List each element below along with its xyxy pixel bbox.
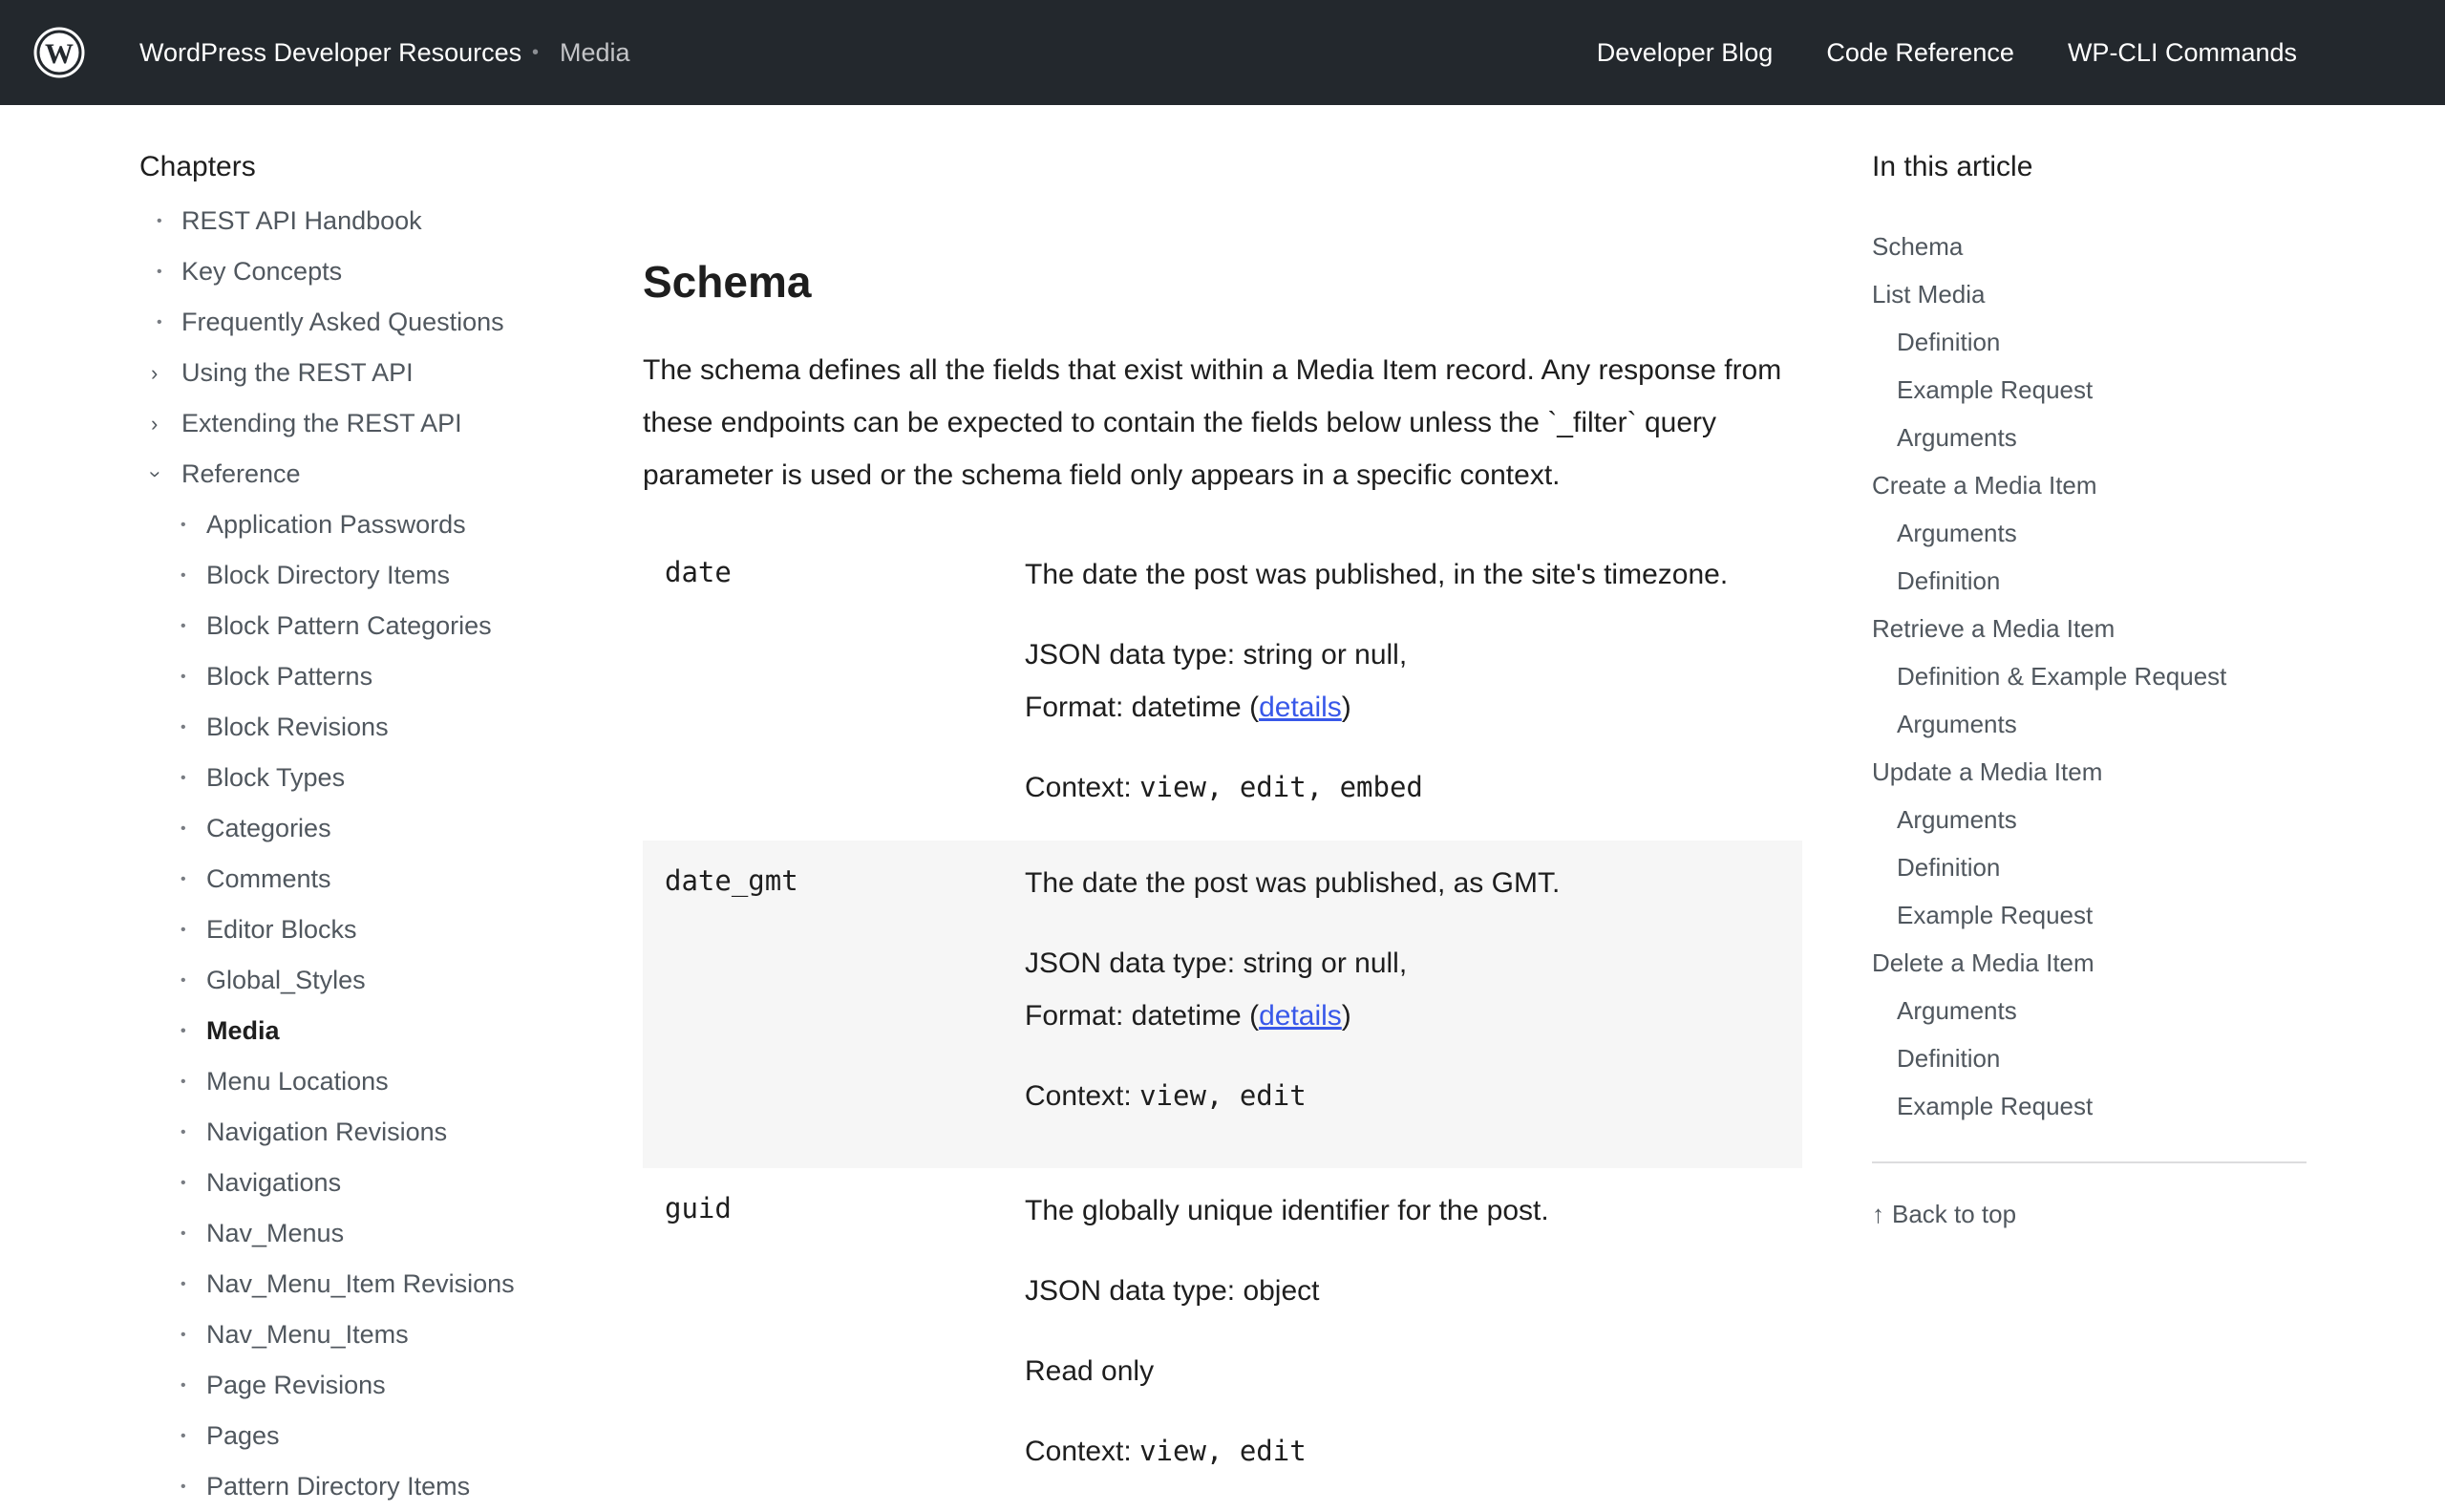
field-format xyxy=(1025,990,1789,1042)
chevron-right-icon[interactable]: › xyxy=(151,361,159,385)
sidebar-item-label[interactable]: Key Concepts xyxy=(181,257,343,286)
field-context xyxy=(1025,761,1789,814)
sidebar-item-label[interactable]: Navigations xyxy=(206,1168,342,1197)
toc-link[interactable]: Arguments xyxy=(1897,996,2017,1025)
toc-link[interactable]: Arguments xyxy=(1897,805,2017,834)
format-suffix: ) xyxy=(1341,692,1351,723)
bullet-icon: • xyxy=(181,517,186,533)
toc-link[interactable]: Example Request xyxy=(1897,901,2094,929)
chapters-heading: Chapters xyxy=(139,151,256,182)
toc-item xyxy=(1872,366,2307,414)
toc-item xyxy=(1872,891,2307,939)
sidebar-item[interactable] xyxy=(139,297,588,348)
toc-heading: In this article xyxy=(1872,151,2033,182)
sidebar-item[interactable] xyxy=(139,348,588,398)
chevron-down-icon[interactable]: › xyxy=(144,470,169,479)
sidebar-item[interactable] xyxy=(139,246,588,297)
toc-link[interactable]: Definition xyxy=(1897,853,2001,882)
sidebar-item-label[interactable]: Application Passwords xyxy=(206,510,466,539)
nav-developer-blog[interactable]: Developer Blog xyxy=(1596,37,1774,67)
context-label: Context: xyxy=(1025,1080,1132,1112)
sidebar-item-label[interactable]: Editor Blocks xyxy=(206,915,357,944)
field-type: JSON data type: object xyxy=(1025,1275,1320,1307)
sidebar-item[interactable] xyxy=(139,651,588,702)
sidebar-item[interactable] xyxy=(139,550,588,601)
schema-heading: Schema xyxy=(643,257,812,307)
toc-link[interactable]: Definition & Example Request xyxy=(1897,662,2227,691)
toc-item xyxy=(1872,270,2307,318)
field-readonly: Read only xyxy=(1025,1355,1155,1387)
sidebar-item[interactable] xyxy=(139,1208,588,1259)
svg-text:W: W xyxy=(45,38,74,70)
context-values: view, edit xyxy=(1139,1435,1307,1467)
nav-code-reference[interactable]: Code Reference xyxy=(1826,37,2014,67)
toc-link[interactable]: Definition xyxy=(1897,566,2001,595)
sidebar-item-label[interactable]: Block Patterns xyxy=(206,662,373,691)
sidebar-item[interactable] xyxy=(139,1461,588,1512)
sidebar-item[interactable] xyxy=(139,1259,588,1310)
bullet-icon: • xyxy=(181,770,186,786)
sidebar-item[interactable] xyxy=(139,702,588,753)
sidebar-item[interactable] xyxy=(139,854,588,905)
sidebar-item-label[interactable]: Block Pattern Categories xyxy=(206,611,492,640)
sidebar-item[interactable] xyxy=(139,601,588,651)
bullet-icon: • xyxy=(157,314,162,330)
nav-wp-cli-commands[interactable]: WP-CLI Commands xyxy=(2067,37,2297,67)
toc-item xyxy=(1872,843,2307,891)
chevron-right-icon[interactable]: › xyxy=(151,412,159,436)
field-context xyxy=(1025,1425,1789,1478)
toc-link[interactable]: Definition xyxy=(1897,328,2001,356)
bullet-icon: • xyxy=(181,1175,186,1191)
toc-item xyxy=(1872,1082,2307,1130)
toc-link[interactable]: Update a Media Item xyxy=(1872,757,2103,786)
breadcrumb-current: Media xyxy=(560,37,630,67)
field-summary: The globally unique identifier for the post. xyxy=(1025,1195,1549,1226)
toc-item xyxy=(1872,509,2307,557)
sidebar-item-label[interactable]: Block Types xyxy=(206,763,346,792)
top-navigation xyxy=(1597,0,2297,105)
toc-link[interactable]: Definition xyxy=(1897,1044,2001,1073)
toc-link[interactable]: Create a Media Item xyxy=(1872,471,2097,500)
sidebar-item[interactable] xyxy=(139,905,588,955)
sidebar-item[interactable] xyxy=(139,449,588,500)
toc-item xyxy=(1872,652,2307,700)
toc-link[interactable]: Arguments xyxy=(1897,710,2017,738)
sidebar-item-label[interactable]: Page Revisions xyxy=(206,1371,386,1399)
bullet-icon: • xyxy=(181,1124,186,1140)
context-label: Context: xyxy=(1025,1436,1132,1467)
schema-intro: The schema defines all the fields that exist within a Media Item record. Any response from these endpoints can be expected to contain the fields below unless the `_filter` query parameter is used or the schema field only appears in a specific context. xyxy=(643,354,1782,491)
bullet-icon: • xyxy=(181,618,186,634)
details-link[interactable]: details xyxy=(1259,692,1342,723)
bullet-icon: • xyxy=(181,1225,186,1242)
toc-link[interactable]: Example Request xyxy=(1897,375,2094,404)
toc-item xyxy=(1872,414,2307,461)
toc-item xyxy=(1872,223,2307,270)
table-of-contents xyxy=(1872,143,2307,1228)
sidebar-item-label[interactable]: Nav_Menu_Items xyxy=(206,1320,409,1349)
toc-link[interactable]: Retrieve a Media Item xyxy=(1872,614,2115,643)
field-type: JSON data type: string or null, xyxy=(1025,639,1408,671)
schema-row-date-gmt xyxy=(643,841,1802,1168)
sidebar-item[interactable] xyxy=(139,1158,588,1208)
bullet-icon: • xyxy=(181,1479,186,1495)
chapters-list xyxy=(139,196,588,1512)
toc-link[interactable]: Arguments xyxy=(1897,519,2017,547)
field-context xyxy=(1025,1070,1789,1122)
sidebar-item[interactable] xyxy=(139,1107,588,1158)
toc-item xyxy=(1872,987,2307,1034)
bullet-icon: • xyxy=(157,213,162,229)
context-values: view, edit xyxy=(1139,1079,1307,1112)
site-title-link[interactable]: WordPress Developer Resources xyxy=(139,37,522,67)
sidebar-item-label[interactable]: Nav_Menus xyxy=(206,1219,345,1247)
toc-item xyxy=(1872,748,2307,796)
sidebar-item-label[interactable]: Menu Locations xyxy=(206,1067,389,1096)
toc-link[interactable]: Delete a Media Item xyxy=(1872,948,2094,977)
sidebar-item[interactable] xyxy=(139,1006,588,1056)
toc-item xyxy=(1872,1034,2307,1082)
toc-item xyxy=(1872,700,2307,748)
sidebar-item[interactable] xyxy=(139,500,588,550)
sidebar-item-label[interactable]: Pattern Directory Items xyxy=(206,1472,471,1501)
field-name: guid xyxy=(665,1192,732,1225)
sidebar-item-label[interactable]: Media xyxy=(206,1016,280,1045)
bullet-icon: • xyxy=(181,820,186,837)
sidebar-item-label[interactable]: REST API Handbook xyxy=(181,206,422,235)
bullet-icon: • xyxy=(181,922,186,938)
toc-item xyxy=(1872,557,2307,605)
sidebar-item-label[interactable]: Pages xyxy=(206,1421,280,1450)
schema-row-guid xyxy=(643,1168,1802,1512)
sidebar-item-label[interactable]: Block Directory Items xyxy=(206,561,451,589)
field-type: JSON data type: string or null, xyxy=(1025,948,1408,979)
bullet-icon: • xyxy=(181,567,186,584)
sidebar-item[interactable] xyxy=(139,196,588,246)
toc-item xyxy=(1872,318,2307,366)
sidebar-item-label[interactable]: Categories xyxy=(206,814,331,842)
bullet-icon: • xyxy=(157,264,162,280)
sidebar-item-label[interactable]: Comments xyxy=(206,864,331,893)
bullet-icon: • xyxy=(181,1023,186,1039)
sidebar-item-label[interactable]: Extending the REST API xyxy=(181,409,462,437)
sidebar-item[interactable] xyxy=(139,1411,588,1461)
sidebar-item-label[interactable]: Nav_Menu_Item Revisions xyxy=(206,1269,515,1298)
bullet-icon: • xyxy=(181,669,186,685)
sidebar-item-label[interactable]: Using the REST API xyxy=(181,358,414,387)
sidebar-item[interactable] xyxy=(139,1310,588,1360)
sidebar-item[interactable] xyxy=(139,955,588,1006)
breadcrumb-separator: • xyxy=(532,41,540,63)
toc-link[interactable]: Schema xyxy=(1872,232,1964,261)
field-name: date_gmt xyxy=(665,864,798,897)
sidebar-item-label[interactable]: Block Revisions xyxy=(206,713,389,741)
context-values: view, edit, embed xyxy=(1139,771,1423,803)
back-to-top-link[interactable] xyxy=(1872,1200,2016,1229)
field-format xyxy=(1025,681,1789,734)
sidebar-item[interactable] xyxy=(139,803,588,854)
bullet-icon: • xyxy=(181,1327,186,1343)
format-label: Format: datetime ( xyxy=(1025,1000,1260,1032)
field-description xyxy=(1025,857,1789,1122)
back-to-top-label: Back to top xyxy=(1892,1200,2017,1228)
sidebar-item-label[interactable]: Reference xyxy=(181,459,301,488)
format-suffix: ) xyxy=(1341,1000,1351,1032)
toc-item xyxy=(1872,605,2307,652)
context-label: Context: xyxy=(1025,772,1132,803)
chapters-sidebar xyxy=(139,143,588,1501)
sidebar-item[interactable] xyxy=(139,753,588,803)
sidebar-item[interactable] xyxy=(139,1360,588,1411)
bullet-icon: • xyxy=(181,1276,186,1292)
bullet-icon: • xyxy=(181,1428,186,1444)
toc-item xyxy=(1872,796,2307,843)
sidebar-item[interactable] xyxy=(139,1056,588,1107)
field-description xyxy=(1025,548,1789,814)
sidebar-item-label[interactable]: Global_Styles xyxy=(206,966,366,994)
details-link[interactable]: details xyxy=(1259,1000,1342,1032)
bullet-icon: • xyxy=(181,871,186,887)
schema-table xyxy=(643,537,1802,1512)
arrow-up-icon: ↑ xyxy=(1872,1200,1884,1228)
field-name: date xyxy=(665,556,732,588)
field-summary: The date the post was published, as GMT. xyxy=(1025,867,1561,899)
toc-list xyxy=(1872,223,2307,1130)
wordpress-logo-icon[interactable] xyxy=(33,27,85,78)
bullet-icon: • xyxy=(181,1074,186,1090)
site-header xyxy=(0,0,2445,105)
field-summary: The date the post was published, in the site's timezone. xyxy=(1025,559,1729,590)
sidebar-item-label[interactable]: Frequently Asked Questions xyxy=(181,308,504,336)
toc-link[interactable]: List Media xyxy=(1872,280,1986,309)
bullet-icon: • xyxy=(181,1377,186,1394)
toc-divider xyxy=(1872,1161,2307,1163)
schema-row-date xyxy=(643,537,1802,841)
bullet-icon: • xyxy=(181,719,186,735)
toc-link[interactable]: Example Request xyxy=(1897,1092,2094,1120)
field-description xyxy=(1025,1184,1789,1478)
sidebar-item[interactable] xyxy=(139,398,588,449)
bullet-icon: • xyxy=(181,972,186,989)
sidebar-item-label[interactable]: Navigation Revisions xyxy=(206,1118,448,1146)
format-label: Format: datetime ( xyxy=(1025,692,1260,723)
toc-item xyxy=(1872,461,2307,509)
toc-link[interactable]: Arguments xyxy=(1897,423,2017,452)
toc-item xyxy=(1872,939,2307,987)
